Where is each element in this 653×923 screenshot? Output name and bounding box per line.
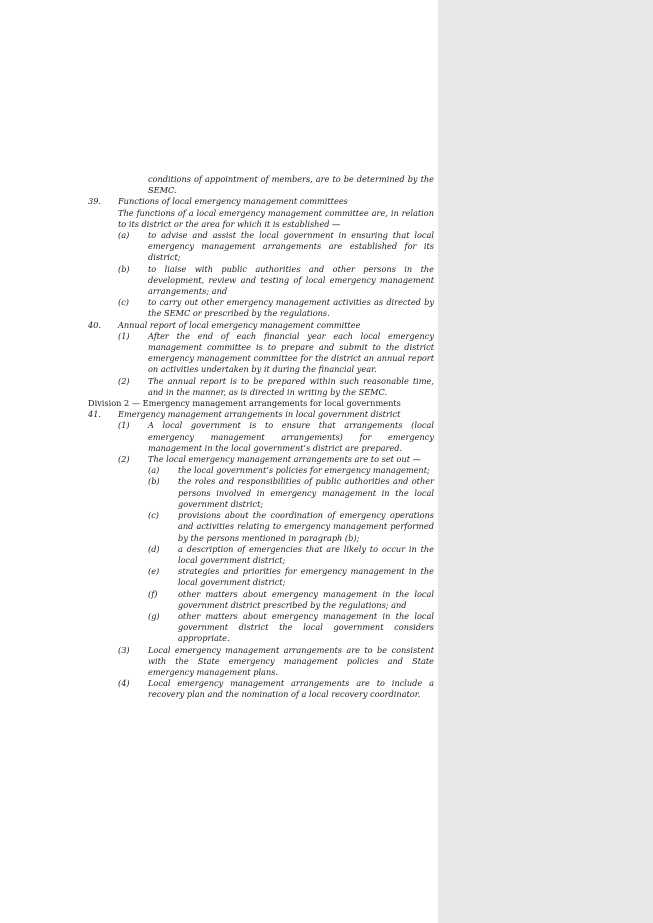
item-label: (a) [118, 230, 130, 241]
division-heading: Division 2 — Emergency management arrangements for local governments [88, 398, 401, 409]
section-title: Emergency management arrangements in local government district [118, 409, 401, 420]
section-number: 39. [88, 196, 102, 207]
item-label: (b) [118, 263, 130, 274]
section-40-heading [88, 320, 434, 331]
item-text: to advise and assist the local government in ensuring that local emergency management arrangements are established for its district; [148, 230, 434, 263]
section-41-para-f [88, 589, 434, 611]
item-text: to carry out other emergency management activities as directed by the SEMC or prescribed by the regulations. [148, 297, 434, 319]
item-text: the roles and responsibilities of public authorities and other persons involved in emergency management in the local government district; [178, 476, 434, 509]
item-label: (d) [148, 543, 160, 554]
section-41-sub-2 [88, 454, 434, 465]
item-label: (a) [148, 465, 160, 476]
item-label: (b) [148, 476, 160, 487]
section-40-sub-1 [88, 331, 434, 376]
section-39-intro: The functions of a local emergency management committee are, in relation to its district or the area for which it is established — [118, 207, 434, 229]
item-text: The annual report is to be prepared within such reasonable time, and in the manner, as is directed in writing by the SEMC. [148, 375, 434, 397]
item-label: (2) [118, 454, 130, 465]
section-41-para-c [88, 510, 434, 544]
section-41-sub-1 [88, 420, 434, 454]
item-text: A local government is to ensure that arrangements (local emergency management arrangements) for emergency management in the local government’s district are prepared. [148, 420, 434, 453]
item-text: to liaise with public authorities and other persons in the development, review and testing of local emergency management arrangements; and [148, 263, 434, 297]
item-text: other matters about emergency management in the local government district the local government considers appropriate. [178, 610, 434, 644]
item-text: a description of emergencies that are likely to occur in the local government district; [178, 543, 434, 565]
section-39-item-c [88, 297, 434, 319]
section-39-item-b [88, 264, 434, 298]
item-text: The local emergency management arrangements are to set out — [148, 454, 421, 465]
item-text: Local emergency management arrangements are to be consistent with the State emergency management policies and State emergency management plans. [148, 644, 434, 677]
document-body [88, 174, 434, 701]
comments-pane [438, 0, 653, 923]
section-41-para-g [88, 611, 434, 645]
section-41-para-b [88, 476, 434, 510]
section-41-para-a [88, 465, 434, 476]
section-40-sub-2 [88, 376, 434, 398]
item-text: strategies and priorities for emergency management in the local government district; [178, 566, 434, 588]
section-number: 41. [88, 409, 102, 420]
item-text: provisions about the coordination of emergency operations and activities relating to emergency management performed by the persons mentioned in paragraph (b); [178, 510, 434, 543]
item-label: (4) [118, 678, 130, 689]
item-label: (c) [148, 510, 159, 521]
item-label: (c) [118, 297, 129, 308]
item-label: (3) [118, 644, 130, 655]
item-text: Local emergency management arrangements are to include a recovery plan and the nomination of a local recovery coordinator. [148, 678, 434, 700]
item-text: the local government’s policies for emergency management; [178, 465, 430, 476]
item-label: (g) [148, 610, 160, 621]
section-39-item-a [88, 230, 434, 264]
section-number: 40. [88, 319, 102, 330]
item-label: (1) [118, 420, 130, 431]
carryover-text: conditions of appointment of members, are to be determined by the SEMC. [148, 174, 434, 196]
item-label: (f) [148, 588, 158, 599]
item-text: After the end of each financial year each local emergency management committee is to prepare and submit to the district emergency management committee for the district an annual report on activities undertaken by it during the financial year. [148, 330, 434, 375]
section-title: Functions of local emergency management committees [118, 196, 348, 207]
section-41-sub-3 [88, 645, 434, 679]
section-41-heading [88, 409, 434, 420]
section-39-heading [88, 196, 434, 207]
item-label: (2) [118, 375, 130, 386]
section-41-para-d [88, 544, 434, 566]
item-text: other matters about emergency management in the local government district prescribed by the regulations; and [178, 588, 434, 610]
section-41-sub-4 [88, 678, 434, 700]
section-41-para-e [88, 566, 434, 588]
item-label: (1) [118, 330, 130, 341]
section-title: Annual report of local emergency management committee [118, 319, 361, 330]
item-label: (e) [148, 566, 160, 577]
